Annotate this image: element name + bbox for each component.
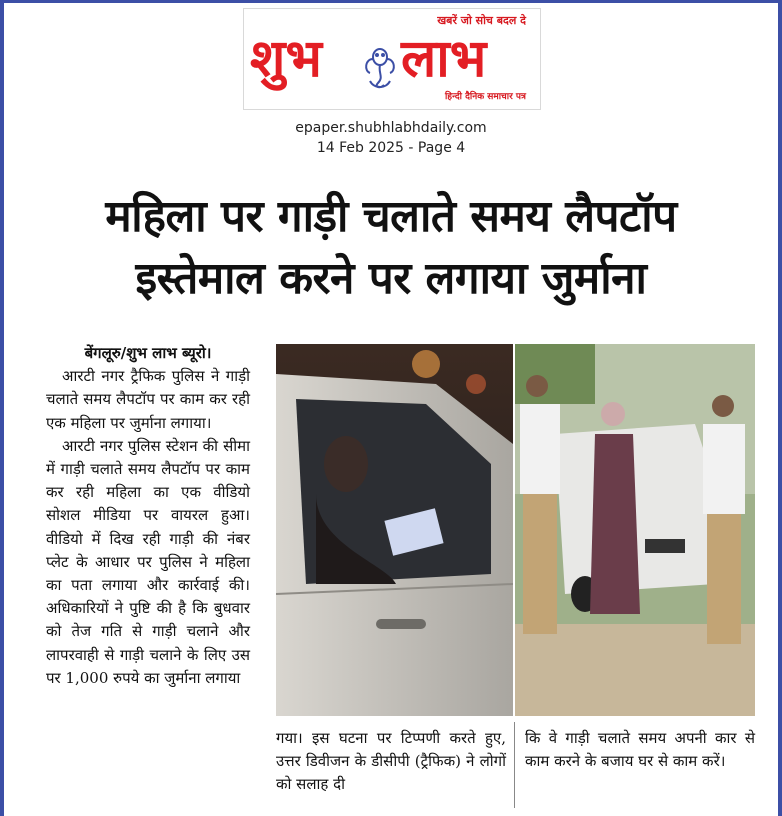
headline-line-2: इस्तेमाल करने पर लगाया जुर्माना bbox=[135, 253, 647, 304]
source-date-page: 14 Feb 2025 - Page 4 bbox=[316, 140, 466, 156]
masthead-subtag: हिन्दी दैनिक समाचार पत्र bbox=[444, 92, 526, 102]
article-byline: बेंगलूरु/शुभ लाभ ब्यूरो। bbox=[84, 344, 212, 362]
logo-text-shubh: शुभ bbox=[250, 29, 322, 89]
headline-line-1: महिला पर गाड़ी चलाते समय लैपटॉप bbox=[105, 191, 677, 242]
photo-police-issuing-fine bbox=[515, 344, 755, 716]
masthead-tagline: खबरें जो सोच बदल दे bbox=[437, 14, 526, 27]
masthead-logo bbox=[243, 8, 541, 110]
source-info bbox=[0, 118, 782, 158]
article-paragraph-1: आरटी नगर ट्रैफिक पुलिस ने गाड़ी चलाते समय लैपटॉप पर काम कर रही एक महिला पर जुर्माना लगाया। bbox=[46, 367, 250, 432]
article-column-2 bbox=[276, 727, 506, 797]
photo-woman-driving-with-laptop bbox=[276, 344, 513, 716]
car-interior-illustration bbox=[276, 344, 513, 716]
article-paragraph-2: आरटी नगर पुलिस स्टेशन की सीमा में गाड़ी चलाते समय लैपटॉप पर काम कर रही महिला का एक वीडियो सोशल मीडिया पर वायरल हुआ। वीडियो में दिख रही गाड़ी की नंबर प्लेट के आधार पर पुलिस ने महिला का पता लगाया और कार्रवाई की। अधिकारियों ने पुष्टि की है कि बुधवार को तेज गति से गाड़ी चलाने और लापरवाही से गाड़ी चलाने के लिए उस पर 1,000 रुपये का जुर्माना लगाया bbox=[46, 436, 250, 687]
source-site: epaper.shubhlabhdaily.com bbox=[295, 120, 487, 136]
column-divider bbox=[514, 722, 515, 808]
article-headline bbox=[6, 186, 776, 310]
article-column-1 bbox=[46, 342, 250, 690]
police-scene-illustration bbox=[515, 344, 755, 716]
logo-text-labh: लाभ bbox=[401, 29, 487, 89]
article-paragraph-3: गया। इस घटना पर टिप्पणी करते हुए, उत्तर डिवीजन के डीसीपी (ट्रैफिक) ने लोगों को सलाह दी bbox=[276, 729, 506, 794]
article-column-3 bbox=[525, 727, 755, 773]
ganesha-icon bbox=[360, 43, 400, 93]
article-paragraph-4: कि वे गाड़ी चलाते समय अपनी कार से काम करने के बजाय घर से काम करें। bbox=[525, 729, 755, 771]
